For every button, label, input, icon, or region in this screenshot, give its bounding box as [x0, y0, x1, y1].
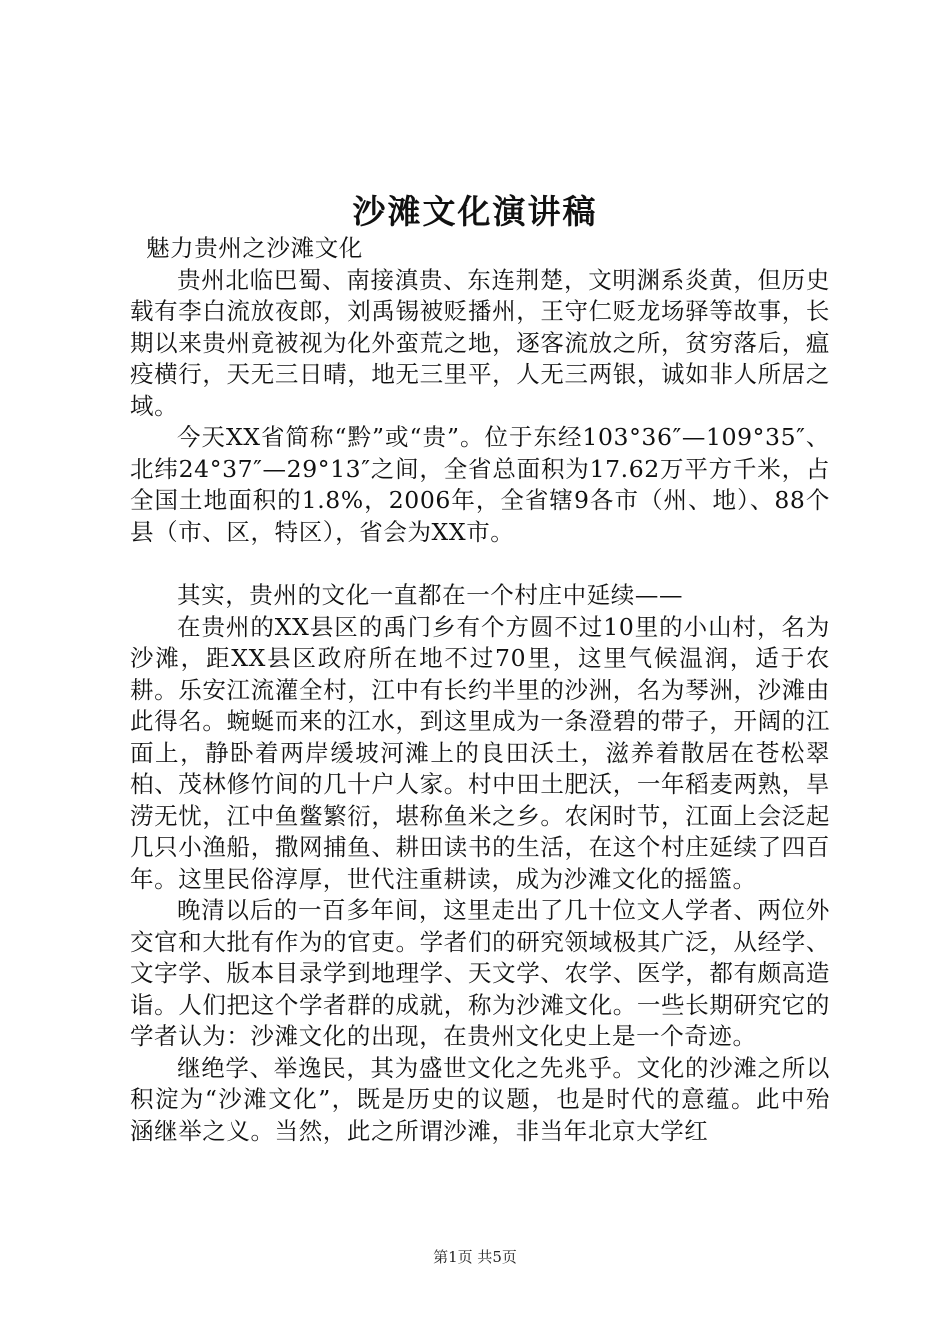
paragraph-subtitle: 魅力贵州之沙滩文化 — [146, 234, 363, 262]
paragraph: 晚清以后的一百多年间，这里走出了几十位文人学者、两位外交官和大批有作为的官吏。学者们的研究领域极其广泛，从经学、文字学、版本目录学到地理学、天文学、农学、医学，都有颇高造诣。人们把这个学者群的成就，称为沙滩文化。一些长期研究它的学者认为：沙滩文化的出现，在贵州文化史上是一个奇迹。 — [130, 896, 830, 1050]
paragraph: 继绝学、举逸民，其为盛世文化之先兆乎。文化的沙滩之所以积淀为“沙滩文化”，既是历史的议题，也是时代的意蕴。此中殆涵继举之义。当然，此之所谓沙滩，非当年北京大学红 — [130, 1053, 830, 1145]
paragraph: 在贵州的XX县区的禹门乡有个方圆不过10里的小山村，名为沙滩，距XX县区政府所在地不过70里，这里气候温润，适于农耕。乐安江流灌全村，江中有长约半里的沙洲，名为琴洲，沙滩由此得名。蜿蜒而来的江水，到这里成为一条澄碧的带子，开阔的江面上，静卧着两岸缓坡河滩上的良田沃土，滋养着散居在苍松翠柏、茂林修竹间的几十户人家。村中田土肥沃，一年稻麦两熟，旱涝无忧，江中鱼鳖繁衍，堪称鱼米之乡。农闲时节，江面上会泛起几只小渔船，撒网捕鱼、耕田读书的生活，在这个村庄延续了四百年。这里民俗淳厚，世代注重耕读，成为沙滩文化的摇篮。 — [130, 612, 830, 893]
paragraph: 贵州北临巴蜀、南接滇贵、东连荆楚，文明渊系炎黄，但历史载有李白流放夜郎，刘禹锡被贬播州，王守仁贬龙场驿等故事，长期以来贵州竟被视为化外蛮荒之地，逐客流放之所，贫穷落后，瘟疫横行，天无三日晴，地无三里平，人无三两银，诚如非人所居之域。 — [130, 265, 830, 420]
page-number-footer: 第1页 共5页 — [433, 1248, 517, 1266]
paragraph: 今天XX省简称“黔”或“贵”。位于东经103°36″—109°35″、北纬24°37″—29°13″之间，全省总面积为17.62万平方千米，占全国土地面积的1.8%，2006年，全省辖9各市（州、地）、88个县（市、区，特区），省会为XX市。 — [130, 423, 830, 546]
document-title: 沙滩文化演讲稿 — [352, 192, 598, 231]
paragraph: 其实，贵州的文化一直都在一个村庄中延续—— — [177, 581, 684, 609]
document-body — [130, 233, 830, 1147]
